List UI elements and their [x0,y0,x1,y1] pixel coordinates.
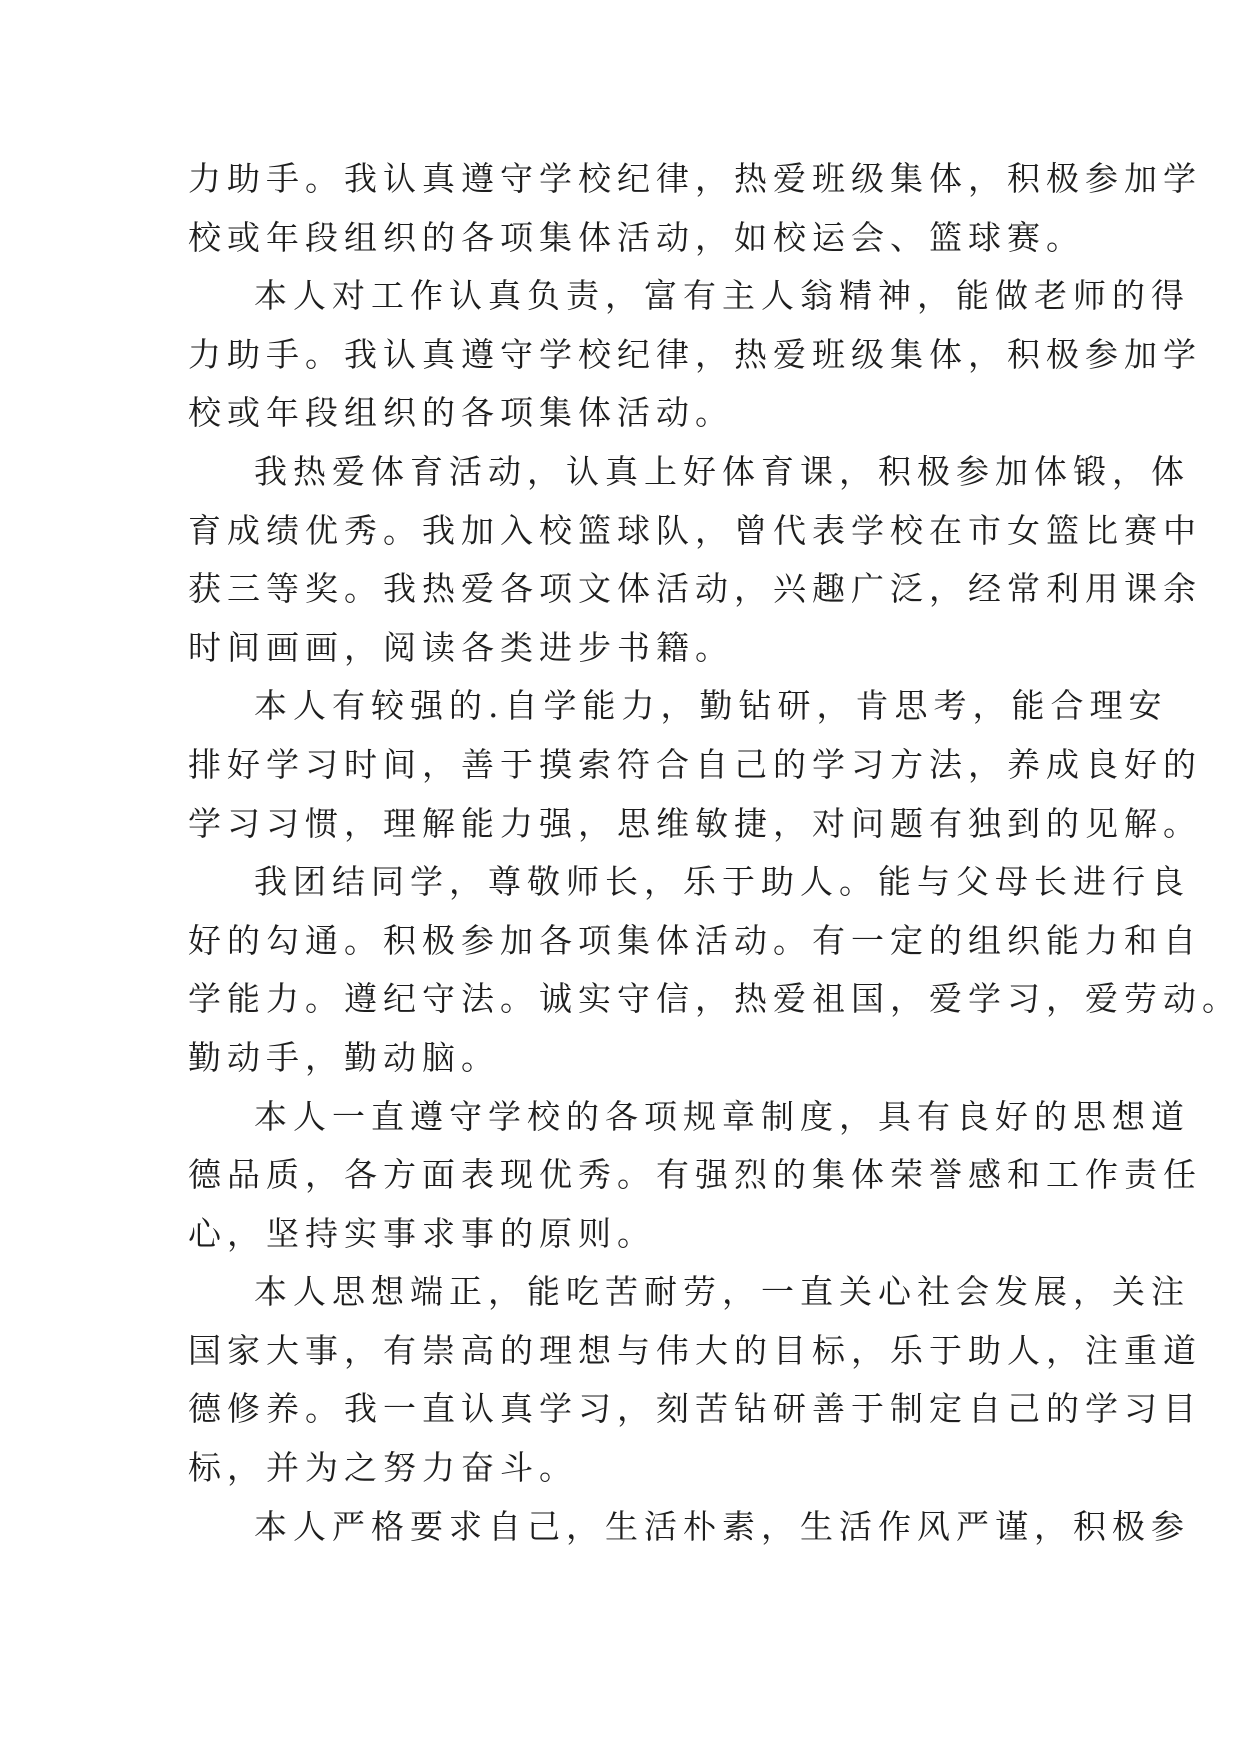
text-line: 国家大事，有崇高的理想与伟大的目标，乐于助人，注重道 [188,1330,1202,1370]
text-line: 我热爱体育活动，认真上好体育课，积极参加体锻，体 [254,451,1190,491]
text-line: 力助手。我认真遵守学校纪律，热爱班级集体，积极参加学 [188,159,1202,198]
text-line: 学习习惯，理解能力强，思维敏捷，对问题有独到的见解。 [188,803,1202,843]
text-line: 我团结同学，尊敬师长，乐于助人。能与父母长进行良 [254,862,1190,902]
text-line: 本人严格要求自己，生活朴素，生活作风严谨，积极参 [254,1506,1190,1546]
text-line: 排好学习时间，善于摸索符合自己的学习方法，养成良好的 [188,744,1202,784]
text-line: 标，并为之努力奋斗。 [188,1448,578,1488]
text-line: 勤动手，勤动脑。 [188,1037,500,1077]
text-line: 力助手。我认真遵守学校纪律，热爱班级集体，积极参加学 [188,334,1202,374]
text-line: 学能力。遵纪守法。诚实守信，热爱祖国，爱学习，爱劳动。 [188,979,1241,1019]
text-line: 好的勾通。积极参加各项集体活动。有一定的组织能力和自 [188,920,1202,960]
text-line: 获三等奖。我热爱各项文体活动，兴趣广泛，经常利用课余 [188,569,1202,609]
text-line: 本人一直遵守学校的各项规章制度，具有良好的思想道 [254,1096,1190,1136]
text-line: 本人对工作认真负责，富有主人翁精神，能做老师的得 [254,276,1190,316]
text-line: 育成绩优秀。我加入校篮球队，曾代表学校在市女篮比赛中 [188,510,1202,550]
text-line: 本人有较强的.自学能力，勤钻研，肯思考，能合理安 [254,686,1168,726]
text-line: 校或年段组织的各项集体活动。 [188,393,734,433]
text-line: 校或年段组织的各项集体活动，如校运会、篮球赛。 [188,217,1085,257]
document-body [188,150,1241,1556]
text-line: 德品质，各方面表现优秀。有强烈的集体荣誉感和工作责任 [188,1155,1202,1195]
text-line: 德修养。我一直认真学习，刻苦钻研善于制定自己的学习目 [188,1389,1202,1429]
text-line: 本人思想端正，能吃苦耐劳，一直关心社会发展，关注 [254,1272,1190,1312]
text-line: 时间画画，阅读各类进步书籍。 [188,627,734,667]
text-line: 心，坚持实事求事的原则。 [188,1213,656,1253]
